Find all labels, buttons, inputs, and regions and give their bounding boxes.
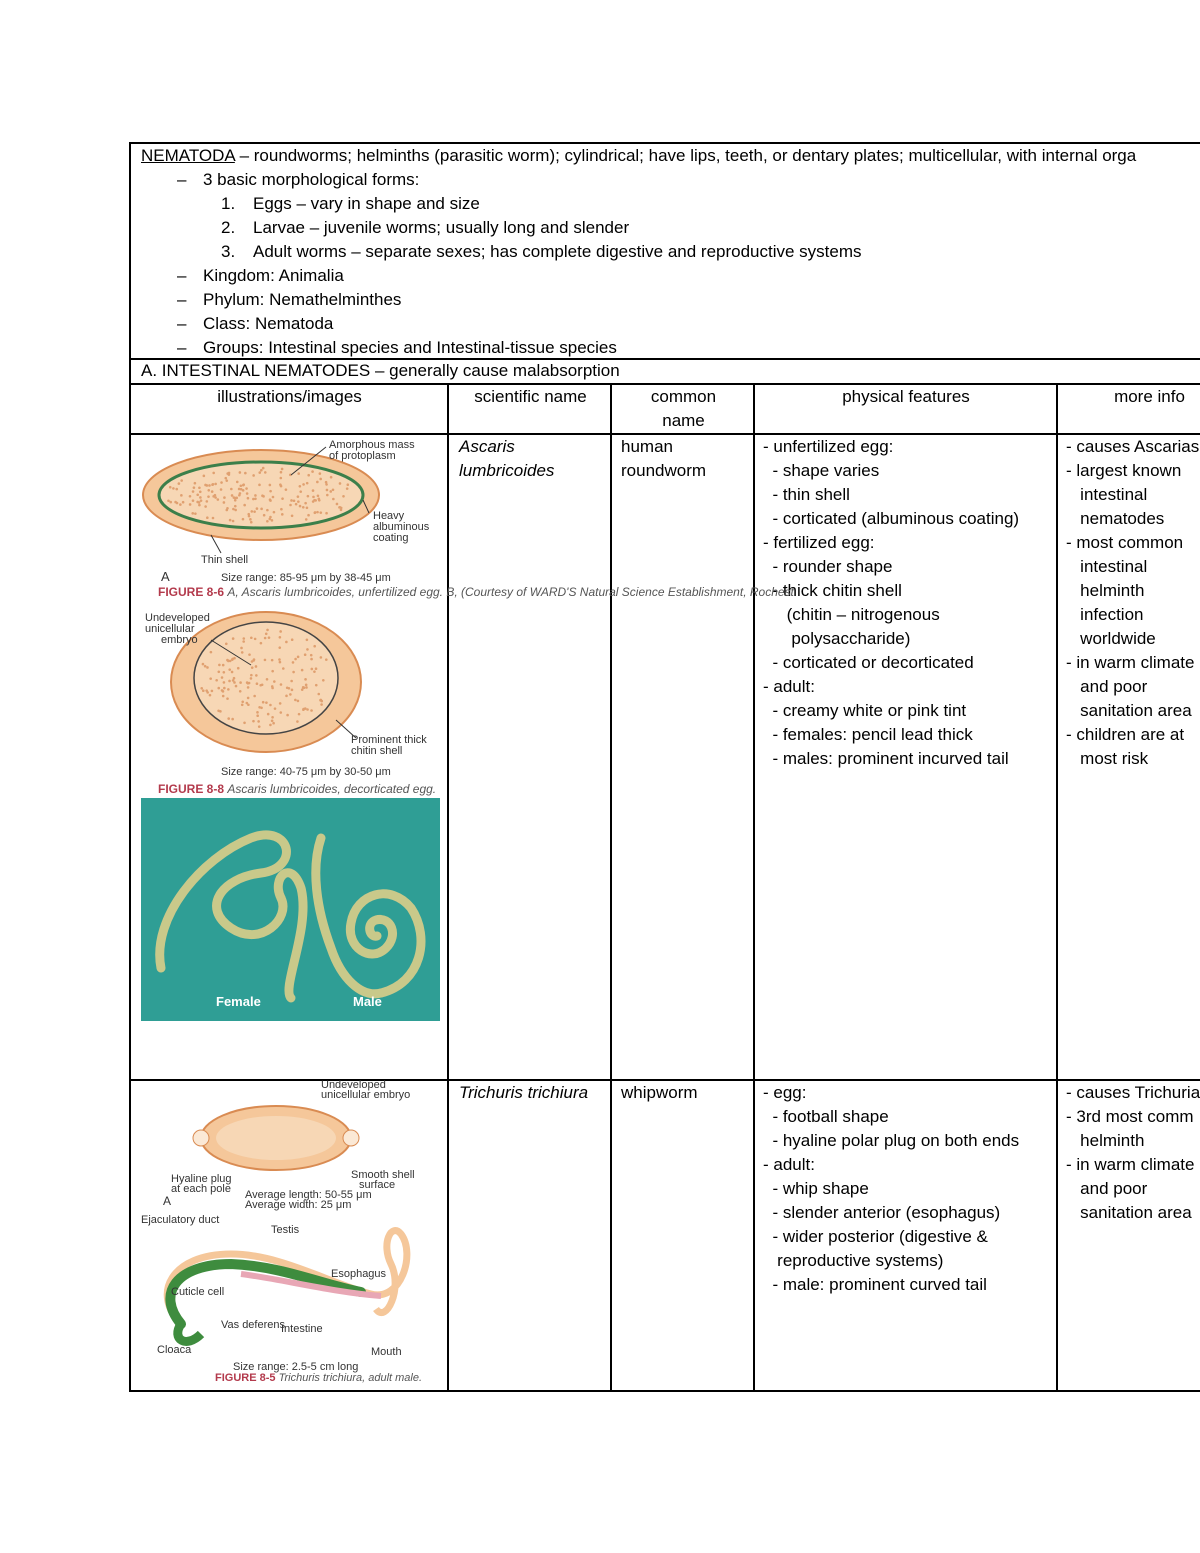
- figure-caption-text: A, Ascaris lumbricoides, unfertilized egg. B, (Courtesy of WARD'S Natural Science Establishment, Rochest: [227, 585, 794, 599]
- text-line: - thin shell: [763, 485, 850, 504]
- figure-caption-text: Trichuris trichiura, adult male.: [278, 1372, 423, 1384]
- figure-number: FIGURE 8-6: [158, 585, 225, 599]
- row2-common-name: [621, 1081, 698, 1105]
- bullet-text: Kingdom: Animalia: [203, 266, 344, 285]
- bullet-text: Adult worms – separate sexes; has complete digestive and reproductive systems: [253, 242, 862, 261]
- text-line: - causes Ascarias: [1066, 437, 1200, 456]
- figure-caption-text: Ascaris lumbricoides, decorticated egg.: [227, 782, 437, 796]
- common-name-line: human: [621, 437, 673, 456]
- bullet-text: Larvae – juvenile worms; usually long and slender: [253, 218, 630, 237]
- text-line: helminth: [1066, 1131, 1145, 1150]
- text-line: - in warm climate: [1066, 1155, 1195, 1174]
- header-more-info: more info: [1114, 387, 1185, 406]
- adult-worms-image: [141, 798, 440, 1021]
- label-surface: surface: [359, 1179, 396, 1191]
- label-protoplasm: of protoplasm: [329, 450, 396, 462]
- text-line: reproductive systems): [763, 1251, 944, 1270]
- nematoda-table: [129, 142, 1200, 1392]
- intro-bullet: [141, 168, 1136, 192]
- label-intestine: Intestine: [281, 1323, 323, 1335]
- text-line: and poor: [1066, 1179, 1148, 1198]
- label-hyaline-plug: Hyaline plug: [171, 1173, 232, 1185]
- header-common-name: [613, 385, 754, 433]
- bullet-text: Class: Nematoda: [203, 314, 334, 333]
- text-line: infection: [1066, 605, 1144, 624]
- text-line: worldwide: [1066, 629, 1156, 648]
- text-line: - corticated or decorticated: [763, 653, 974, 672]
- column-divider: [1056, 383, 1058, 1392]
- header-physical-features: physical features: [842, 387, 970, 406]
- sci-name-line: Trichuris trichiura: [459, 1083, 589, 1102]
- text-line: - fertilized egg:: [763, 533, 875, 552]
- figure-number: FIGURE 8-8: [158, 782, 225, 796]
- text-line: intestinal: [1066, 557, 1148, 576]
- common-name-line: roundworm: [621, 461, 707, 480]
- label-unicellular: unicellular: [145, 623, 195, 635]
- title-term: NEMATODA: [141, 146, 235, 165]
- header-common-line2: name: [662, 411, 705, 430]
- trichuris-adult-figure: [141, 1214, 441, 1384]
- intro-bullet: [141, 288, 1136, 312]
- row2-scientific-name: [459, 1081, 588, 1105]
- label-female: Female: [216, 994, 261, 1009]
- text-line: - rounder shape: [763, 557, 893, 576]
- intro-bullet: [141, 240, 1136, 264]
- figure-caption-8-6: [158, 585, 794, 599]
- label-embryo: embryo: [161, 634, 198, 646]
- figure-caption-8-5: [215, 1372, 422, 1384]
- text-line: - thick chitin shell: [763, 581, 902, 600]
- row2-more-info: [1066, 1081, 1200, 1225]
- bullet-text: Eggs – vary in shape and size: [253, 194, 480, 213]
- text-line: - hyaline polar plug on both ends: [763, 1131, 1020, 1150]
- text-line: and poor: [1066, 677, 1148, 696]
- label-testis: Testis: [271, 1224, 300, 1236]
- label-chitin-shell: chitin shell: [351, 745, 403, 757]
- label-coating: coating: [373, 532, 409, 544]
- text-line: - unfertilized egg:: [763, 437, 894, 456]
- text-line: sanitation area: [1066, 1203, 1192, 1222]
- label-male: Male: [353, 994, 382, 1009]
- text-line: - 3rd most comm: [1066, 1107, 1194, 1126]
- label-ejaculatory-duct: Ejaculatory duct: [141, 1214, 220, 1226]
- text-line: sanitation area: [1066, 701, 1192, 720]
- intro-block: [141, 144, 1136, 360]
- trichuris-adult-illustration: [141, 1214, 441, 1384]
- text-line: - females: pencil lead thick: [763, 725, 973, 744]
- text-line: - egg:: [763, 1083, 807, 1102]
- bullet-marker: 2.: [221, 218, 236, 237]
- bullet-marker: –: [177, 314, 187, 333]
- text-line: - males: prominent incurved tail: [763, 749, 1009, 768]
- text-line: intestinal: [1066, 485, 1148, 504]
- label-cloaca: Cloaca: [157, 1344, 192, 1356]
- text-line: helminth: [1066, 581, 1145, 600]
- label-undeveloped: Undeveloped: [145, 612, 210, 624]
- label-each-pole: at each pole: [171, 1183, 231, 1195]
- label-vas-deferens: Vas deferens: [221, 1319, 286, 1331]
- bullet-marker: 3.: [221, 242, 236, 261]
- column-divider: [753, 383, 755, 1392]
- text-line: - adult:: [763, 1155, 815, 1174]
- text-line: - male: prominent curved tail: [763, 1275, 987, 1294]
- text-line: - largest known: [1066, 461, 1182, 480]
- text-line: - causes Trichuria: [1066, 1083, 1200, 1102]
- text-line: (chitin – nitrogenous: [763, 605, 940, 624]
- sci-name-line: lumbricoides: [459, 461, 555, 480]
- text-line: nematodes: [1066, 509, 1165, 528]
- header-scientific-name: scientific name: [474, 387, 587, 406]
- row1-scientific-name: [459, 435, 554, 483]
- text-line: - in warm climate: [1066, 653, 1195, 672]
- label-smooth-shell: Smooth shell: [351, 1169, 415, 1181]
- column-divider: [610, 383, 612, 1392]
- text-line: - whip shape: [763, 1179, 869, 1198]
- label-albuminous: albuminous: [373, 521, 430, 533]
- bullet-marker: –: [177, 290, 187, 309]
- label-a: A: [163, 1194, 172, 1208]
- label-average-width: Average width: 25 μm: [245, 1199, 352, 1211]
- bullet-text: Phylum: Nemathelminthes: [203, 290, 402, 309]
- header-illustrations: illustrations/images: [217, 387, 362, 406]
- bullet-marker: 1.: [221, 194, 236, 213]
- label-esophagus: Esophagus: [331, 1268, 387, 1280]
- text-line: polysaccharide): [763, 629, 911, 648]
- intro-bullet: [141, 336, 1136, 360]
- text-line: - children are at: [1066, 725, 1185, 744]
- label-unicellular-embryo: unicellular embryo: [321, 1089, 411, 1101]
- text-line: - football shape: [763, 1107, 889, 1126]
- text-line: - most common: [1066, 533, 1184, 552]
- label-undeveloped: Undeveloped: [321, 1079, 386, 1091]
- header-common-line1: common: [650, 387, 717, 406]
- label-mouth: Mouth: [371, 1346, 402, 1358]
- intro-bullet: [141, 216, 1136, 240]
- ascaris-adult-worms-photo: [141, 798, 440, 1021]
- section-title: A. INTESTINAL NEMATODES – generally cause malabsorption: [141, 361, 620, 380]
- label-thin-shell: Thin shell: [201, 554, 249, 566]
- label-size-range: Size range: 40-75 μm by 30-50 μm: [221, 766, 391, 778]
- label-average-length: Average length: 50-55 μm: [245, 1189, 372, 1201]
- row1-more-info: [1066, 435, 1199, 771]
- label-heavy: Heavy: [373, 510, 405, 522]
- common-name-line: whipworm: [621, 1083, 698, 1102]
- text-line: - slender anterior (esophagus): [763, 1203, 1001, 1222]
- trichuris-egg-figure: [141, 1081, 441, 1216]
- text-line: - corticated (albuminous coating): [763, 509, 1020, 528]
- text-line: - adult:: [763, 677, 815, 696]
- figure-number: FIGURE 8-5: [215, 1372, 276, 1384]
- text-line: - wider posterior (digestive &: [763, 1227, 988, 1246]
- label-a: A: [161, 569, 170, 584]
- text-line: - shape varies: [763, 461, 880, 480]
- ascaris-decorticated-egg-figure: [141, 610, 441, 800]
- bullet-text: 3 basic morphological forms:: [203, 170, 420, 189]
- label-cuticle-cell: Cuticle cell: [171, 1286, 225, 1298]
- text-line: - creamy white or pink tint: [763, 701, 967, 720]
- bullet-marker: –: [177, 266, 187, 285]
- figure-caption-8-8: [158, 782, 436, 796]
- column-divider: [447, 383, 449, 1392]
- title-description: – roundworms; helminths (parasitic worm); cylindrical; have lips, teeth, or dentary plates; multicellular, with internal orga: [234, 146, 1137, 165]
- text-line: most risk: [1066, 749, 1149, 768]
- intro-bullet: [141, 264, 1136, 288]
- label-size-range: Size range: 85-95 μm by 38-45 μm: [221, 572, 391, 584]
- bullet-marker: –: [177, 338, 187, 357]
- label-size-range: Size range: 2.5-5 cm long: [233, 1361, 359, 1373]
- intro-bullets: [141, 168, 1136, 360]
- intro-title-line: [141, 144, 1136, 168]
- row1-physical-features: [763, 435, 1019, 771]
- intro-bullet: [141, 312, 1136, 336]
- bullet-text: Groups: Intestinal species and Intestinal-tissue species: [203, 338, 617, 357]
- intro-bullet: [141, 192, 1136, 216]
- label-prominent-thick: Prominent thick: [351, 734, 427, 746]
- label-amorphous-mass: Amorphous mass: [329, 439, 415, 451]
- sci-name-line: Ascaris: [459, 437, 515, 456]
- row1-common-name: [621, 435, 706, 483]
- row2-physical-features: [763, 1081, 1019, 1297]
- bullet-marker: –: [177, 170, 187, 189]
